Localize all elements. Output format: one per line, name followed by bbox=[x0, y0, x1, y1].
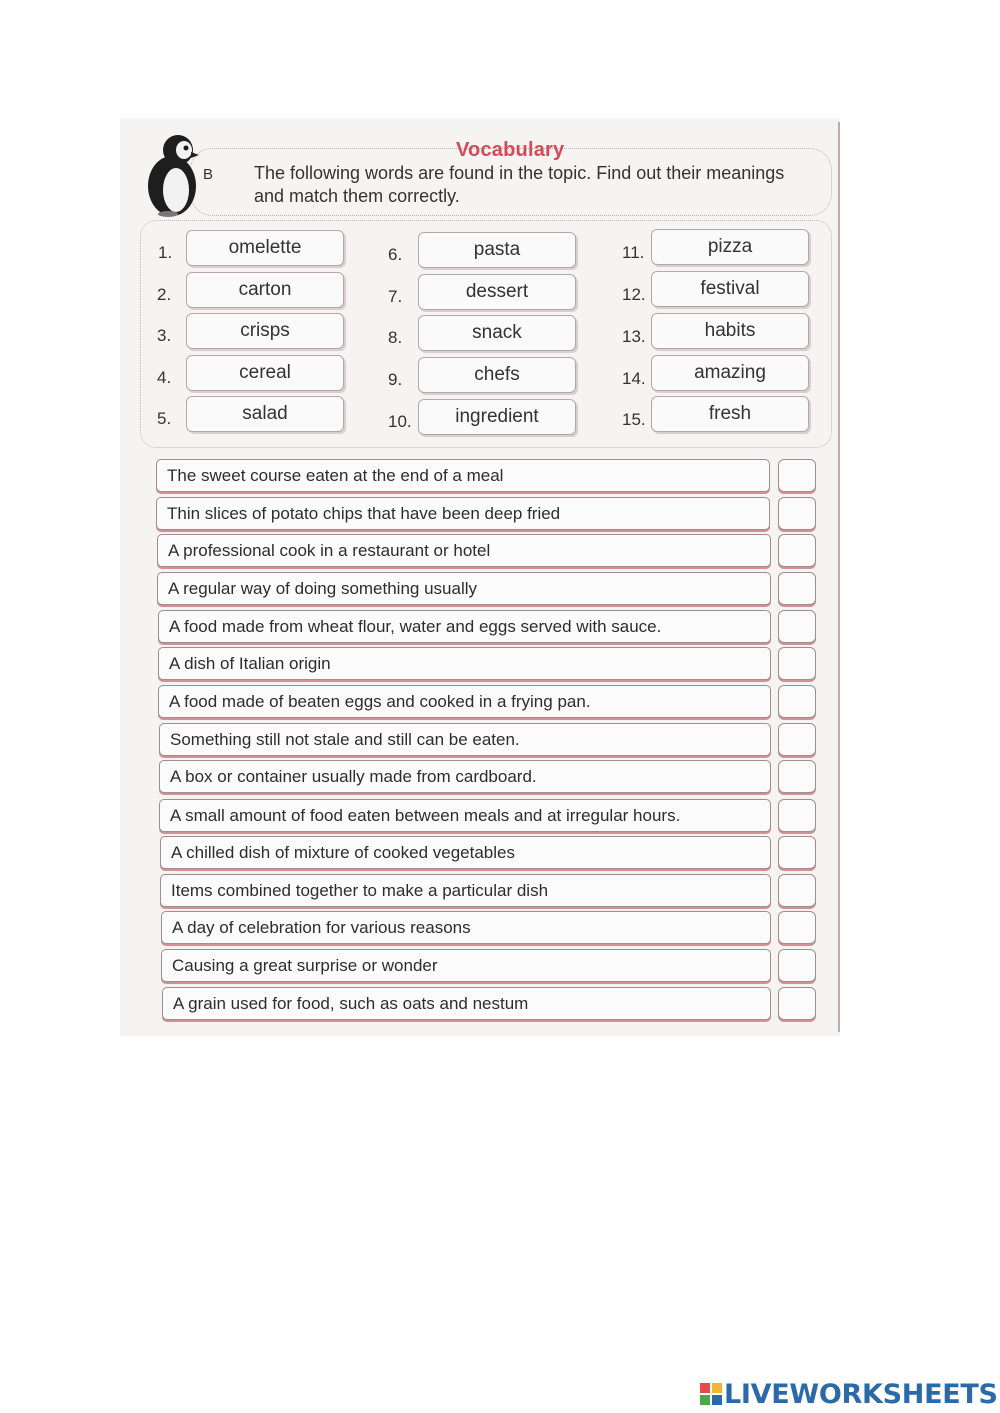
answer-box[interactable] bbox=[778, 497, 816, 530]
word-number: 11. bbox=[622, 243, 645, 262]
word-card: omelette bbox=[186, 230, 344, 266]
definition-row: The sweet course eaten at the end of a meal bbox=[156, 459, 770, 492]
word-card: ingredient bbox=[418, 399, 576, 435]
word-card: fresh bbox=[651, 396, 809, 432]
word-number: 8. bbox=[388, 328, 403, 347]
word-card: chefs bbox=[418, 357, 576, 393]
definition-row: Thin slices of potato chips that have been deep fried bbox=[156, 497, 770, 530]
word-card: crisps bbox=[186, 313, 344, 349]
definition-row: A day of celebration for various reasons bbox=[161, 911, 771, 944]
word-number: 9. bbox=[388, 370, 403, 389]
word-card: pasta bbox=[418, 232, 576, 268]
word-number: 12. bbox=[622, 285, 646, 304]
brand-text: LIVEWORKSHEETS bbox=[724, 1378, 998, 1410]
answer-box[interactable] bbox=[778, 799, 816, 832]
answer-box[interactable] bbox=[778, 723, 816, 756]
answer-box[interactable] bbox=[778, 949, 816, 982]
definition-row: Items combined together to make a particular dish bbox=[160, 874, 771, 907]
word-number: 3. bbox=[157, 326, 172, 345]
word-card: pizza bbox=[651, 229, 809, 265]
word-number: 5. bbox=[157, 409, 172, 428]
definition-row: A small amount of food eaten between meals and at irregular hours. bbox=[159, 799, 771, 832]
answer-box[interactable] bbox=[778, 647, 816, 680]
definition-row: Causing a great surprise or wonder bbox=[161, 949, 771, 982]
word-number: 10. bbox=[388, 412, 412, 431]
word-number: 6. bbox=[388, 245, 403, 264]
answer-box[interactable] bbox=[778, 911, 816, 944]
word-number: 15. bbox=[622, 410, 646, 429]
word-card: amazing bbox=[651, 355, 809, 391]
word-card: snack bbox=[418, 315, 576, 351]
word-card: dessert bbox=[418, 274, 576, 310]
liveworksheets-brand bbox=[700, 1375, 998, 1413]
definition-row: A professional cook in a restaurant or hotel bbox=[157, 534, 771, 567]
answer-box[interactable] bbox=[778, 874, 816, 907]
word-number: 7. bbox=[388, 287, 403, 306]
word-card: salad bbox=[186, 396, 344, 432]
word-card: festival bbox=[651, 271, 809, 307]
word-number: 2. bbox=[157, 285, 172, 304]
word-number: 1. bbox=[158, 243, 173, 262]
answer-box[interactable] bbox=[778, 685, 816, 718]
answer-box[interactable] bbox=[778, 760, 816, 793]
word-card: carton bbox=[186, 272, 344, 308]
definition-row: A box or container usually made from cardboard. bbox=[159, 760, 771, 793]
word-card: cereal bbox=[186, 355, 344, 391]
definition-row: A food made from wheat flour, water and eggs served with sauce. bbox=[158, 610, 771, 643]
worksheet-title: Vocabulary bbox=[456, 139, 565, 161]
answer-box[interactable] bbox=[778, 610, 816, 643]
word-card: habits bbox=[651, 313, 809, 349]
definition-row: A grain used for food, such as oats and nestum bbox=[162, 987, 771, 1020]
word-number: 4. bbox=[157, 368, 172, 387]
answer-box[interactable] bbox=[778, 836, 816, 869]
answer-box[interactable] bbox=[778, 572, 816, 605]
word-number: 14. bbox=[622, 369, 646, 388]
definition-row: A dish of Italian origin bbox=[158, 647, 771, 680]
definition-row: A food made of beaten eggs and cooked in a frying pan. bbox=[158, 685, 771, 718]
definition-row: A regular way of doing something usually bbox=[157, 572, 771, 605]
answer-box[interactable] bbox=[778, 534, 816, 567]
instruction-text: The following words are found in the topic. Find out their meanings and match them correctly. bbox=[254, 163, 785, 206]
definition-row: Something still not stale and still can be eaten. bbox=[159, 723, 771, 756]
section-letter: B bbox=[203, 166, 214, 183]
liveworksheets-logo-icon bbox=[700, 1383, 722, 1405]
answer-box[interactable] bbox=[778, 459, 816, 492]
word-number: 13. bbox=[622, 327, 646, 346]
page-edge bbox=[838, 122, 840, 1032]
definition-row: A chilled dish of mixture of cooked vegetables bbox=[160, 836, 771, 869]
penguin-icon bbox=[144, 128, 200, 218]
answer-box[interactable] bbox=[778, 987, 816, 1020]
